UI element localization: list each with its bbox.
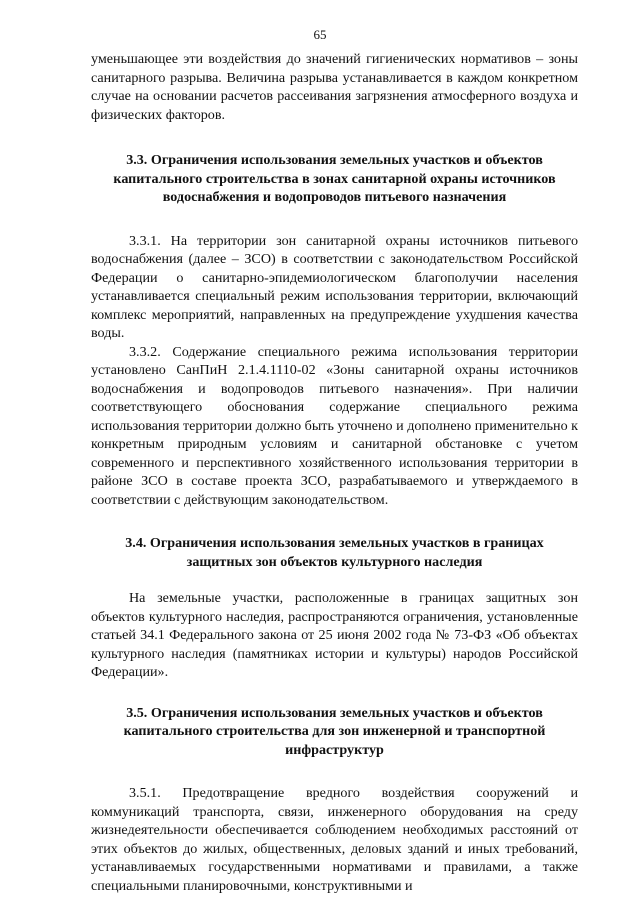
section-3-5-heading: 3.5. Ограничения использования земельных участков и объектов капитального строительства для зон инженерной и транспортной инфраструктур bbox=[123, 704, 546, 758]
section-3-4-paragraph: На земельные участки, расположенные в границах защитных зон объектов культурного наследия, распространяются ограничения, установленные статьей 34.1 Федерального закона от 25 июня 2002 года № 73-ФЗ «Об объектах культурного наследия (памятниках истории и культуры) народов Российской Федерации». bbox=[91, 590, 578, 680]
section-3-3-2-paragraph: 3.3.2. Содержание специального режима использования территории установлено СанПиН 2.1.4.1110-02 «Зоны санитарной охраны источников водоснабжения и водопроводов питьевого назначения». При наличии соответствующего обоснования содержание специального режима использования территории должно быть уточнено и дополнено применительно к конкретным природным условиям и санитарной обстановке с учетом современного и перспективного хозяйственного использования территории в районе ЗСО в составе проекта ЗСО, разрабатываемого и утверждаемого в соответствии с действующим законодательством. bbox=[91, 343, 578, 508]
section-3-4-heading: 3.4. Ограничения использования земельных участков в границах защитных зон объектов культурного наследия bbox=[125, 535, 544, 570]
page-number: 65 bbox=[313, 27, 327, 42]
section-3-5-1-paragraph: 3.5.1. Предотвращение вредного воздействия сооружений и коммуникаций транспорта, связи, инженерного оборудования на среду жизнедеятельности обеспечивается соблюдением необходимых расстояний от этих объектов до жилых, общественных, деловых зданий и иных требований, устанавливаемых государственными нормативами и правилами, а также специальными планировочными, конструктивными и bbox=[91, 785, 578, 894]
intro-paragraph: уменьшающее эти воздействия до значений гигиенических нормативов – зоны санитарного разрыва. Величина разрыва устанавливается в каждом конкретном случае на основании расчетов рассеивания загрязнения атмосферного воздуха и физических факторов. bbox=[91, 51, 578, 123]
section-3-3-heading: 3.3. Ограничения использования земельных участков и объектов капитального строительства в зонах санитарной охраны источников водоснабжения и водопроводов питьевого назначения bbox=[113, 152, 556, 205]
document-body bbox=[91, 50, 578, 895]
section-3-3-1-paragraph: 3.3.1. На территории зон санитарной охраны источников питьевого водоснабжения (далее – ЗСО) в соответствии с законодательством Российской Федерации о санитарно-эпидемиологическом благополучии населения устанавливается специальный режим использования территории, включающий комплекс мероприятий, направленных на предупреждение ухудшения качества воды. bbox=[91, 232, 578, 341]
